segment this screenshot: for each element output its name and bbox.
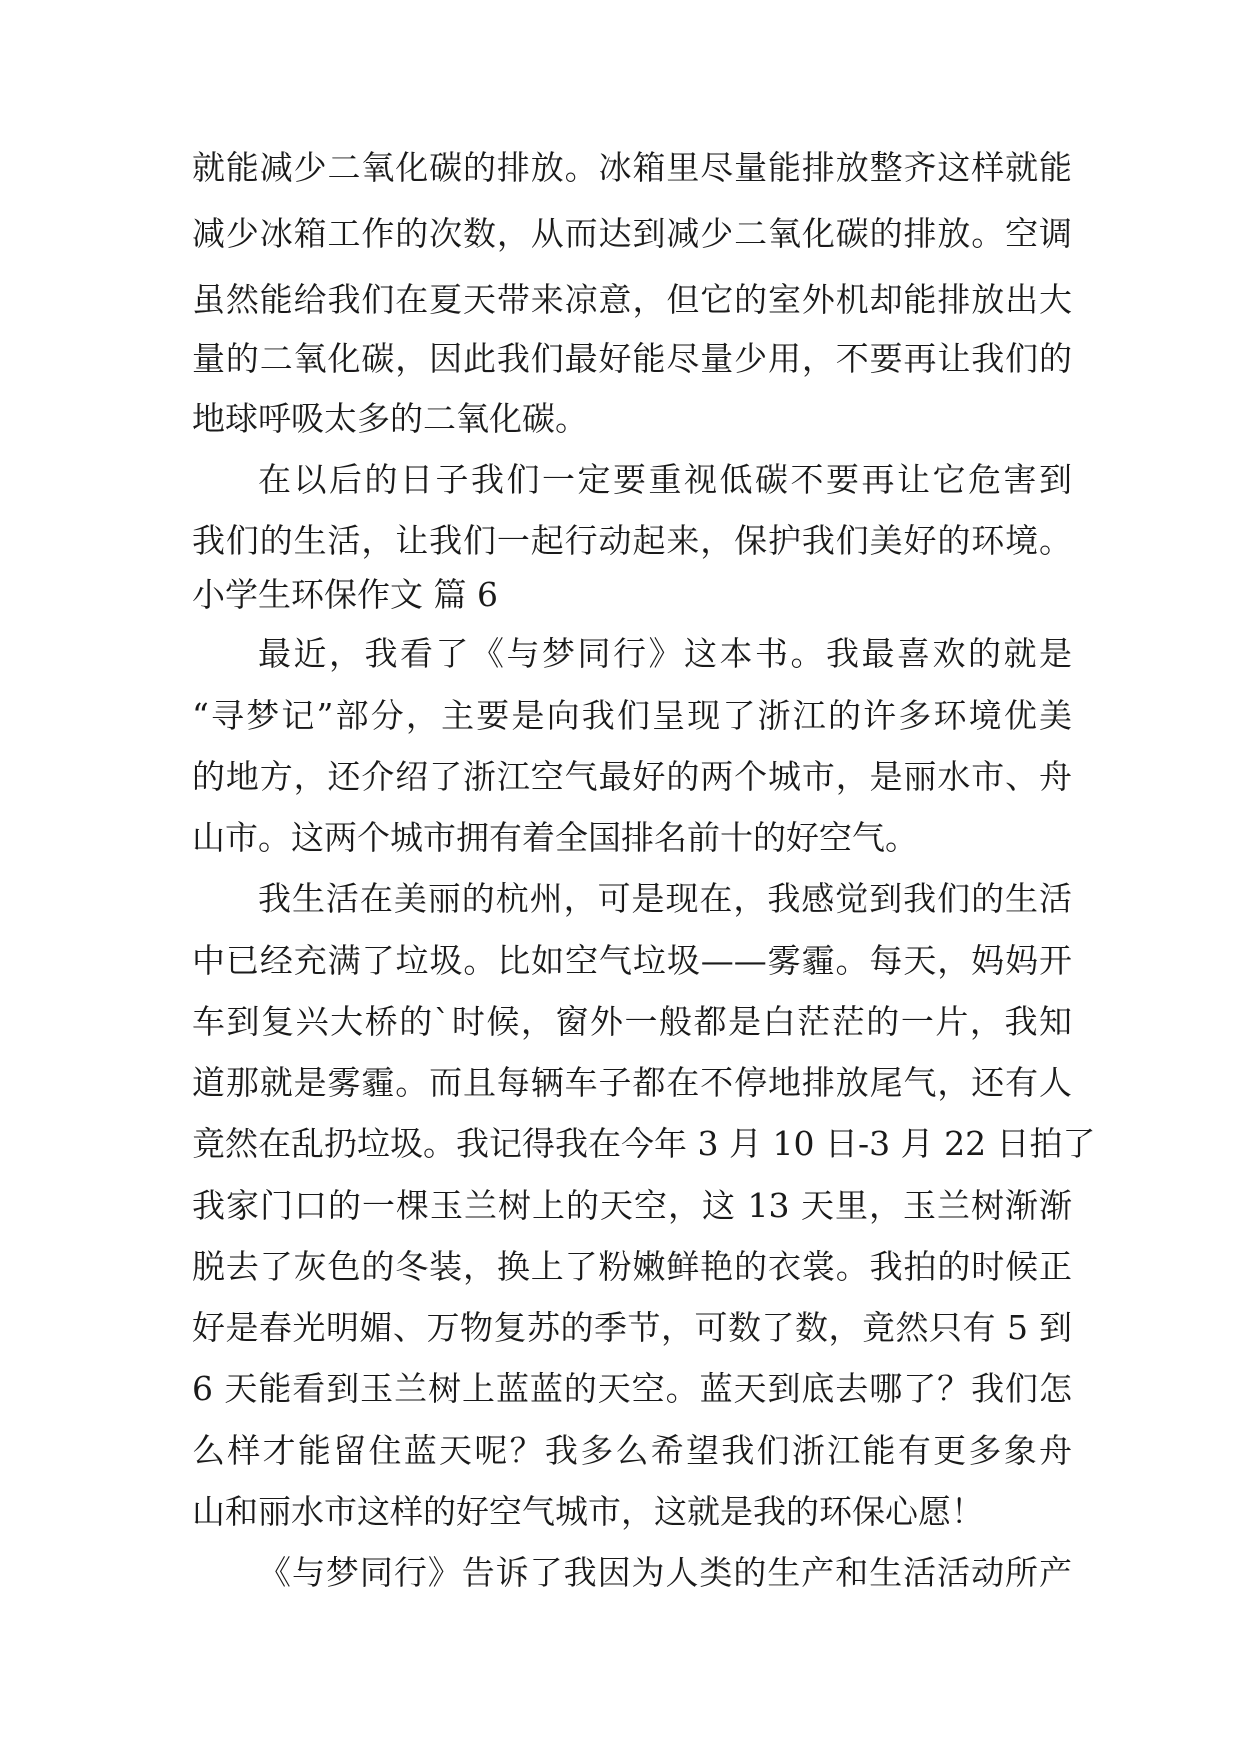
section-heading: 小学生环保作文 篇 6	[192, 575, 498, 614]
paragraph-start-line: 《与梦同行》告诉了我因为人类的生产和生活活动所产	[258, 1553, 1072, 1592]
text-line: 虽然能给我们在夏天带来凉意，但它的室外机却能排放出大	[192, 280, 1072, 319]
text-line: 的地方，还介绍了浙江空气最好的两个城市，是丽水市、舟	[192, 757, 1072, 796]
text-line: 地球呼吸太多的二氧化碳。	[192, 399, 588, 438]
paragraph-start-line: 我生活在美丽的杭州，可是现在，我感觉到我们的生活	[258, 879, 1072, 918]
text-line: 山市。这两个城市拥有着全国排名前十的好空气。	[192, 818, 918, 857]
text-line: 车到复兴大桥的`时候，窗外一般都是白茫茫的一片，我知	[192, 1002, 1072, 1041]
text-line: 山和丽水市这样的好空气城市，这就是我的环保心愿！	[192, 1492, 984, 1531]
text-line: 中已经充满了垃圾。比如空气垃圾——雾霾。每天，妈妈开	[192, 941, 1072, 980]
paragraph-start-line: 在以后的日子我们一定要重视低碳不要再让它危害到	[258, 460, 1072, 499]
text-line: 就能减少二氧化碳的排放。冰箱里尽量能排放整齐这样就能	[192, 148, 1072, 187]
paragraph-start-line: 最近，我看了《与梦同行》这本书。我最喜欢的就是	[258, 634, 1072, 673]
text-line: 我们的生活，让我们一起行动起来，保护我们美好的环境。	[192, 521, 1072, 560]
text-line: 脱去了灰色的冬装，换上了粉嫩鲜艳的衣裳。我拍的时候正	[192, 1247, 1072, 1286]
text-line: 减少冰箱工作的次数，从而达到减少二氧化碳的排放。空调	[192, 214, 1072, 253]
text-line: “寻梦记”部分，主要是向我们呈现了浙江的许多环境优美	[192, 696, 1072, 735]
text-line: 道那就是雾霾。而且每辆车子都在不停地排放尾气，还有人	[192, 1063, 1072, 1102]
text-line: 好是春光明媚、万物复苏的季节，可数了数，竟然只有 5 到	[192, 1308, 1072, 1347]
text-line: 量的二氧化碳，因此我们最好能尽量少用，不要再让我们的	[192, 339, 1072, 378]
text-line: 竟然在乱扔垃圾。我记得我在今年 3 月 10 日-3 月 22 日拍了	[192, 1124, 1096, 1163]
text-line: 么样才能留住蓝天呢？我多么希望我们浙江能有更多象舟	[192, 1431, 1072, 1470]
text-line: 6 天能看到玉兰树上蓝蓝的天空。蓝天到底去哪了？我们怎	[192, 1369, 1072, 1408]
text-line: 我家门口的一棵玉兰树上的天空，这 13 天里，玉兰树渐渐	[192, 1186, 1072, 1225]
